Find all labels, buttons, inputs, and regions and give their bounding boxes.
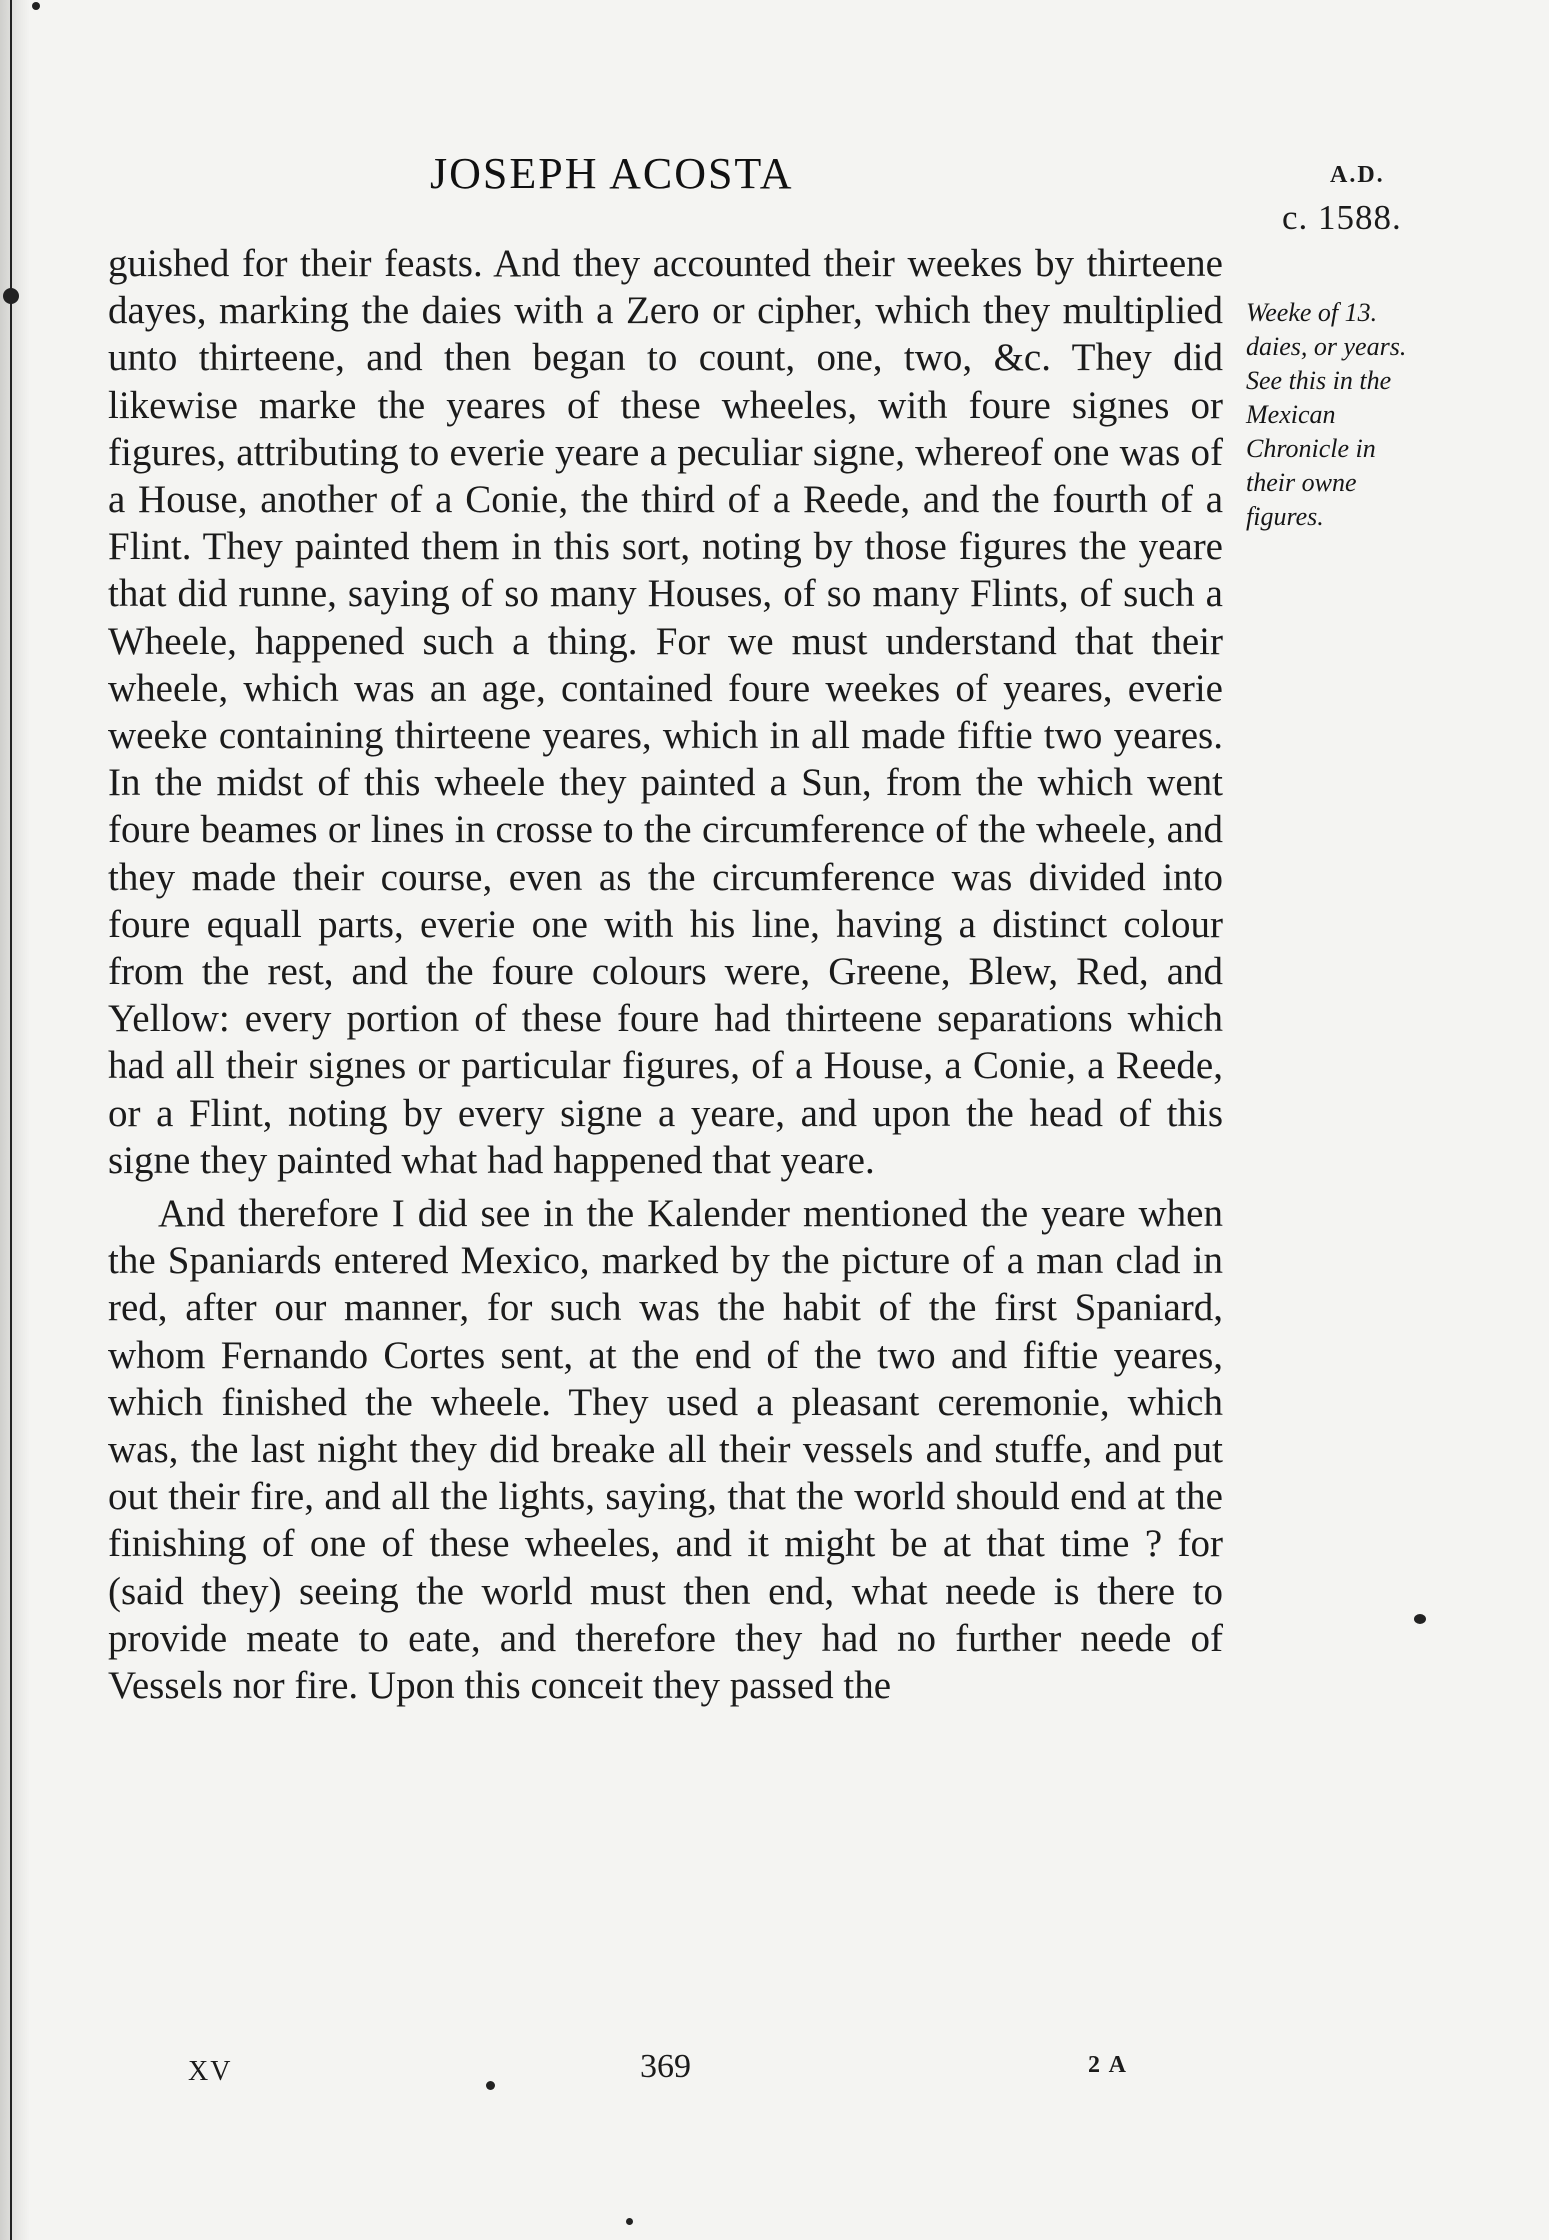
- marginal-note-line: daies, or years.: [1246, 332, 1407, 361]
- print-speck: [626, 2218, 633, 2225]
- marginal-note-line: Mexican: [1246, 400, 1336, 429]
- print-speck: [32, 2, 40, 10]
- gathering-mark: 2 A: [1088, 2052, 1129, 2078]
- marginal-note-line: See this in the: [1246, 366, 1392, 395]
- print-speck: [486, 2081, 495, 2090]
- running-head-title: JOSEPH ACOSTA: [430, 149, 794, 198]
- page-number: 369: [640, 2048, 691, 2085]
- signature-mark: XV: [188, 2056, 233, 2087]
- running-head-year: c. 1588.: [1282, 198, 1402, 237]
- main-text-block: [108, 240, 1223, 1709]
- marginal-note-line: Chronicle in: [1246, 434, 1376, 463]
- running-head-era: A.D.: [1330, 162, 1385, 188]
- binding-line: [10, 0, 12, 2240]
- paragraph-1: guished for their feasts. And they accounted their weekes by thirteene dayes, marking the daies with a Zero or cipher, which they multiplied unto thirteene, and then began to count, one, two, &c. They did likewise marke the yeares of these wheeles, with foure signes or figures, attributing to everie yeare a peculiar signe, whereof one was of a House, another of a Conie, the third of a Reede, and the fourth of a Flint. They painted them in this sort, noting by those figures the yeare that did runne, saying of so many Houses, of so many Flints, of such a Wheele, happened such a thing. For we must understand that their wheele, which was an age, contained foure weekes of yeares, everie weeke containing thirteene yeares, which in all made fiftie two yeares. In the midst of this wheele they painted a Sun, from the which went foure beames or lines in crosse to the circumference of the wheele, and they made their course, even as the circumference was divided into foure equall parts, everie one with his line, having a distinct colour from the rest, and the foure colours were, Greene, Blew, Red, and Yellow: every portion of these foure had thirteene separations which had all their signes or particular figures, of a House, a Conie, a Reede, or a Flint, noting by every signe a yeare, and upon the head of this signe they painted what had happened that yeare.: [108, 242, 1223, 1182]
- marginal-note-line: figures.: [1246, 502, 1324, 531]
- marginal-note: [1246, 296, 1451, 534]
- print-speck: [1414, 1614, 1426, 1624]
- marginal-note-line: their owne: [1246, 468, 1357, 497]
- binding-mark: [3, 288, 19, 304]
- marginal-note-line: Weeke of 13.: [1246, 298, 1378, 327]
- paragraph-2: And therefore I did see in the Kalender mentioned the yeare when the Spaniards entered Mexico, marked by the picture of a man clad in red, after our manner, for such was the habit of the first Spaniard, whom Fernando Cortes sent, at the end of the two and fiftie yeares, which finished the wheele. They used a pleasant ceremonie, which was, the last night they did breake all their vessels and stuffe, and put out their fire, and all the lights, saying, that the world should end at the finishing of one of these wheeles, and it might be at that time ? for (said they) seeing the world must then end, what neede is there to provide meate to eate, and therefore they had no further neede of Vessels nor fire. Upon this conceit they passed the: [108, 1192, 1223, 1708]
- page-binding-edge: [0, 0, 30, 2240]
